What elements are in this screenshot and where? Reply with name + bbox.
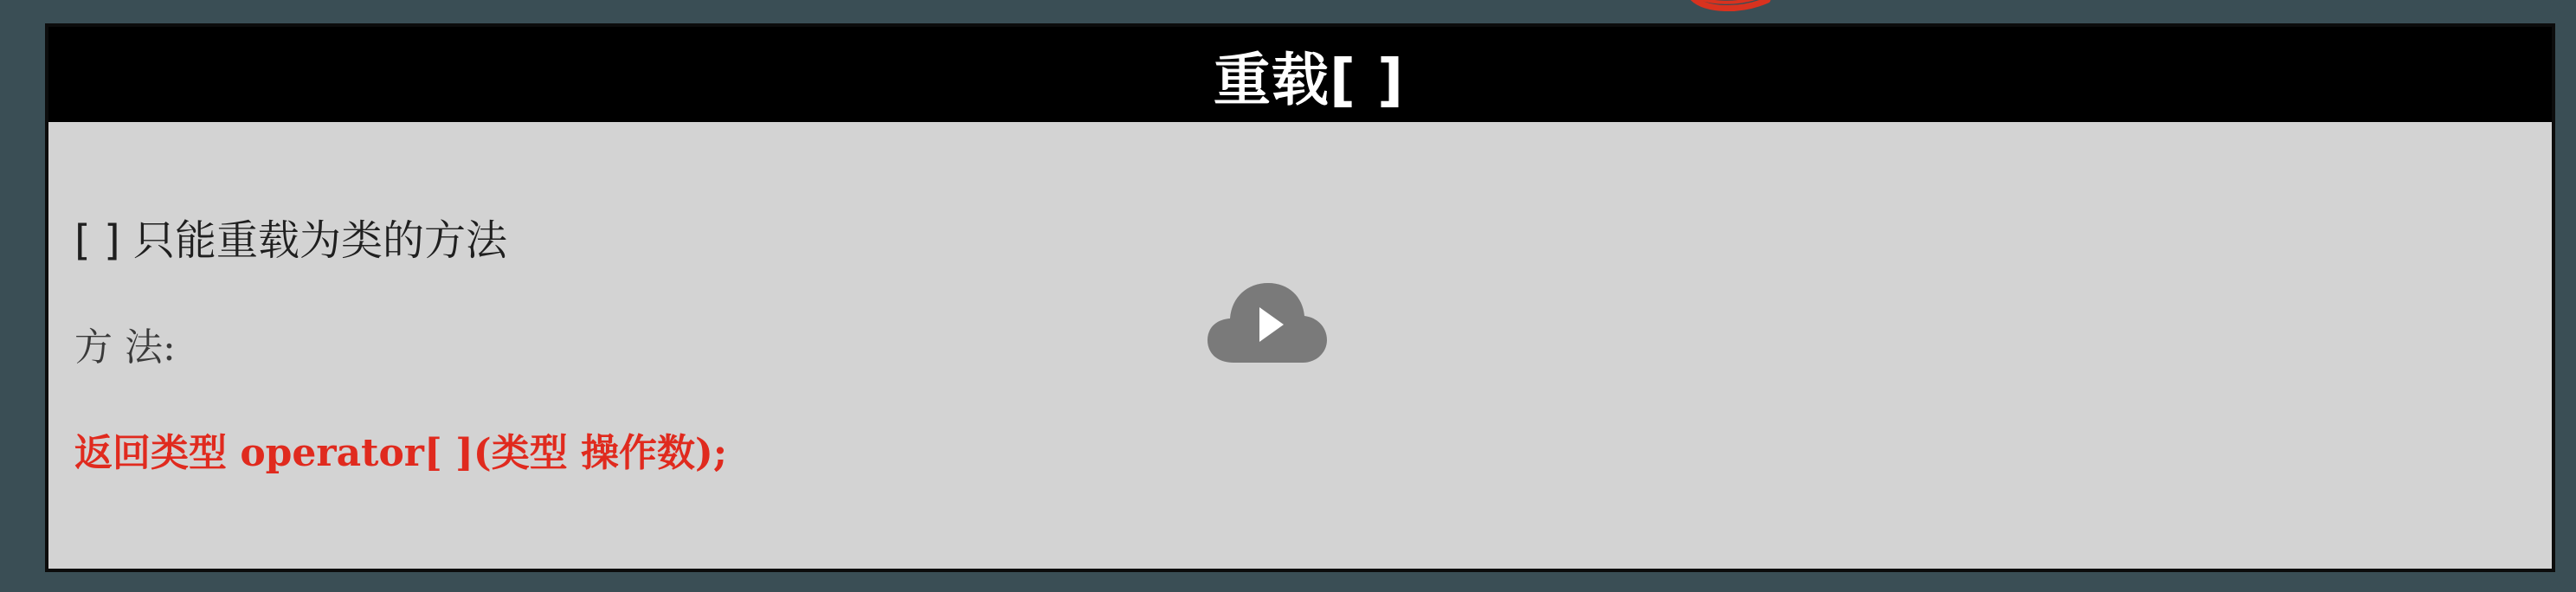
slide-line-method-label: 方 法: (74, 325, 176, 370)
red-pen-mark-icon (1688, 0, 1774, 14)
cloud-play-icon[interactable] (1208, 280, 1327, 366)
slide-title: 重载[ ] (1213, 46, 1405, 113)
slide-line-operator-signature: 返回类型 operator[ ](类型 操作数); (74, 431, 728, 475)
slide-title-bar (48, 27, 2552, 122)
slide-line-index-operator-rule: [ ] 只能重载为类的方法 (74, 216, 507, 265)
